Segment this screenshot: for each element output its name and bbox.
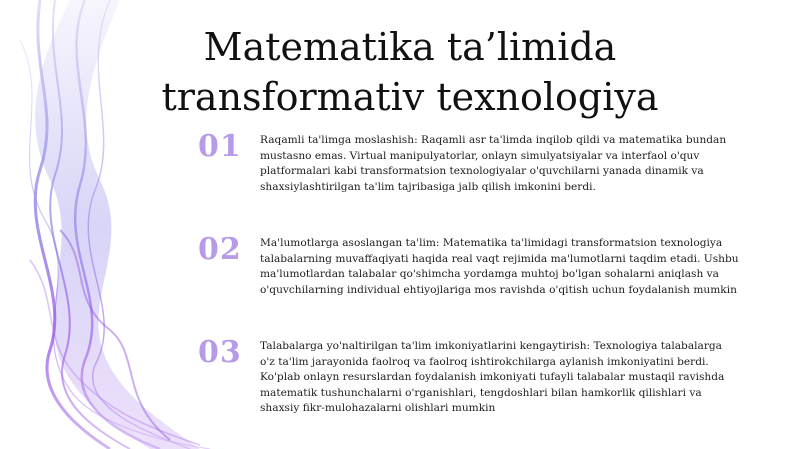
title-line-2: transformativ texnologiya — [161, 75, 659, 119]
point-number: 02 — [198, 232, 242, 267]
title-line-1: Matematika ta’limida — [203, 25, 617, 69]
point-text: Ma'lumotlarga asoslangan ta'lim: Matematika ta'limidagi transformatsion texnologiya talabalarning muvaffaqiyati haqida real vaqt rejimida ma'lumotlarni taqdim etadi. Ushbu ma'lumotlardan talabalar qo'shimcha yordamga muhtoj bo'lgan sohalarni aniqlash va o'quvchilarning individual ehtiyojlariga mos ravishda o'qitish uchun foydalanish mumkin — [260, 237, 739, 296]
slide-title — [110, 22, 710, 122]
point-number: 01 — [198, 129, 242, 164]
point-number: 03 — [198, 335, 242, 370]
point-text: Raqamli ta'limga moslashish: Raqamli asr ta'limda inqilob qildi va matematika bundan mustasno emas. Virtual manipulyatorlar, onlayn simulyatsiyalar va interfaol o'quv platformalari kabi transformatsion texnologiyalar o'quvchilarni yanada dinamik va shaxsiylashtirilgan ta'lim tajribasiga jalb qilish imkonini berdi. — [260, 134, 727, 193]
point-text: Talabalarga yo'naltirilgan ta'lim imkoniyatlarini kengaytirish: Texnologiya talabalarga o'z ta'lim jarayonida faolroq va faolroq ishtirokchilarga aylanish imkoniyatini berdi. Ko'plab onlayn resurslardan foydalanish imkoniyati tufayli talabalar mustaqil ravishda matematik tushunchalarni o'rganishlari, tengdoshlari bilan hamkorlik qilishlari va shaxsiy fikr-mulohazalarni olishlari mumkin — [260, 340, 725, 414]
